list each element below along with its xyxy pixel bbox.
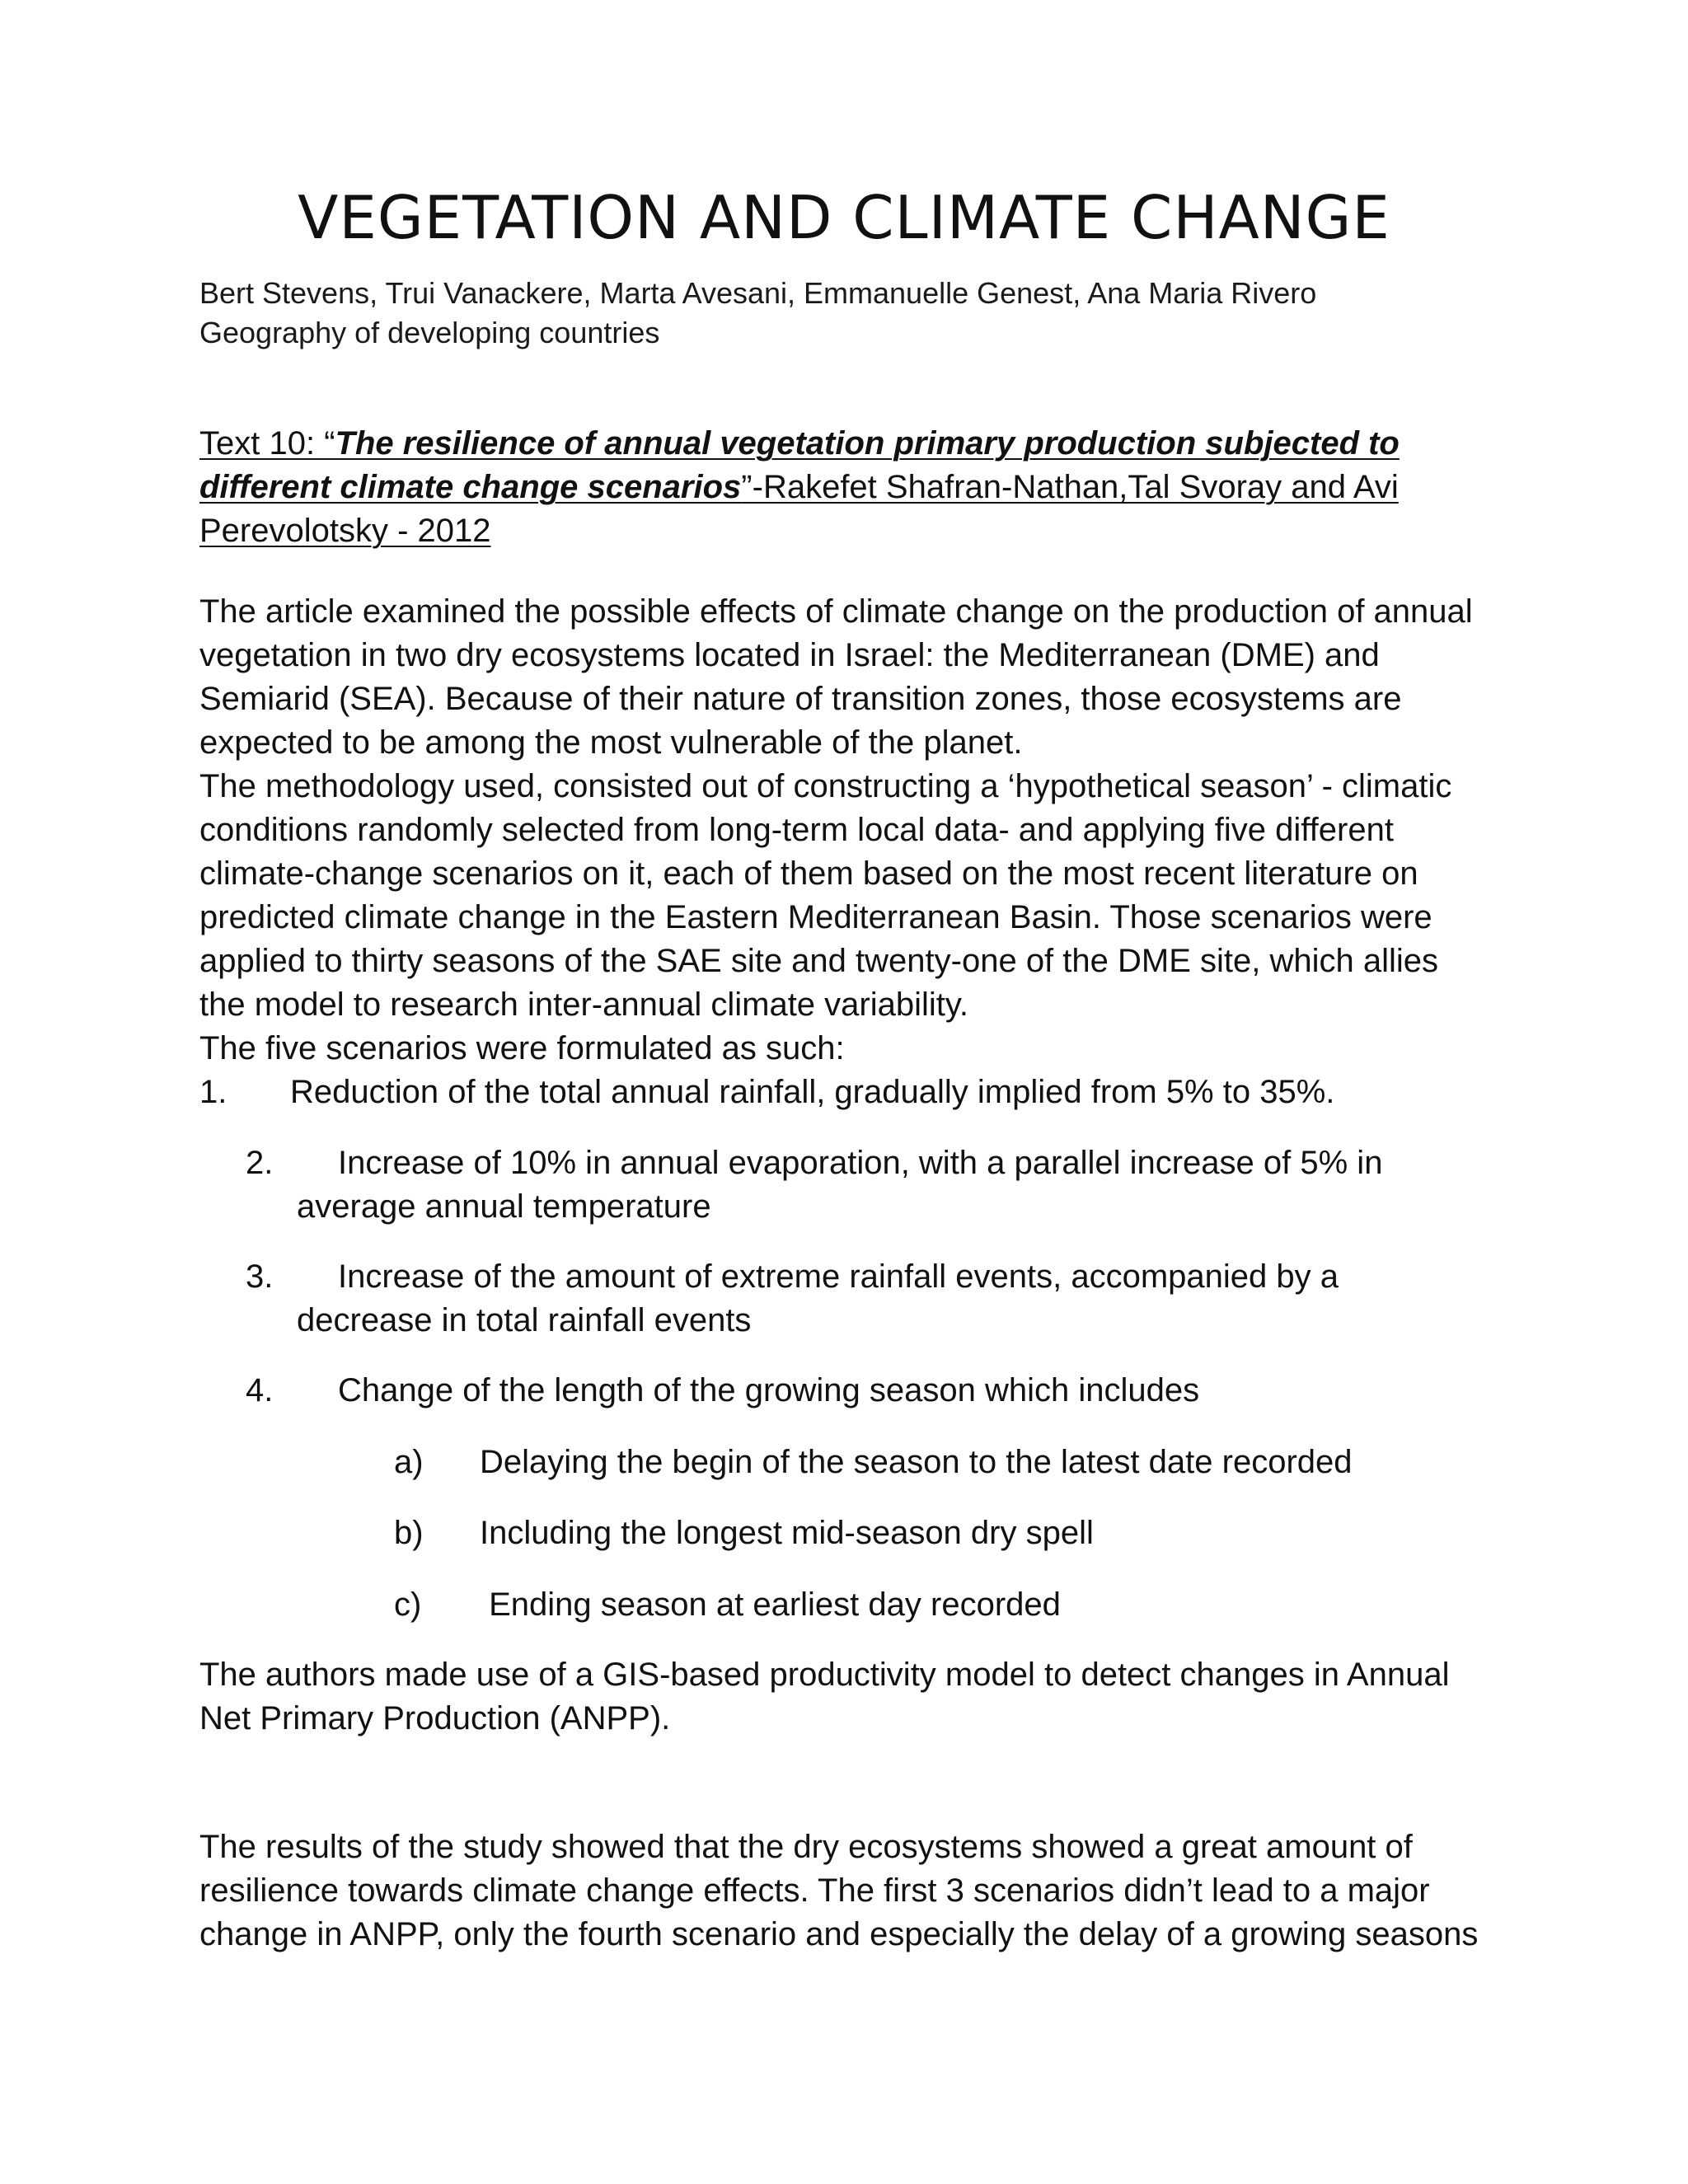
intro-line: predicted climate change in the Eastern Mediterranean Basin. Those scenarios were [199, 899, 1432, 935]
sub-item-text: Delaying the begin of the season to the latest date recorded [480, 1444, 1353, 1480]
intro-line: conditions randomly selected from long-term local data- and applying five different [199, 812, 1394, 848]
intro-paragraph [199, 590, 1502, 1071]
intro-line: The five scenarios were formulated as such: [199, 1030, 845, 1066]
course-line: Geography of developing countries [199, 316, 660, 349]
authors-line: Bert Stevens, Trui Vanackere, Marta Avesani, Emmanuelle Genest, Ana Maria Rivero [199, 276, 1317, 310]
intro-line: Semiarid (SEA). Because of their nature of transition zones, those ecosystems are [199, 681, 1402, 717]
reference-title-line1: The resilience of annual vegetation primary production subjected to [335, 425, 1400, 462]
model-paragraph [199, 1653, 1502, 1741]
model-line: Net Primary Production (ANPP). [199, 1700, 671, 1736]
scenario-text: Change of the length of the growing season which includes [338, 1372, 1200, 1408]
model-line: The authors made use of a GIS-based productivity model to detect changes in Annual [199, 1657, 1450, 1693]
intro-line: applied to thirty seasons of the SAE site and twenty-one of the DME site, which allies [199, 943, 1439, 979]
sub-item-letter: b) [394, 1515, 424, 1551]
scenario-text-continued: average annual temperature [297, 1188, 711, 1225]
reference-prefix: Text 10: “ [199, 425, 335, 462]
scenario-text: Increase of 10% in annual evaporation, with a parallel increase of 5% in [338, 1145, 1383, 1181]
scenario-number: 3. [246, 1258, 274, 1295]
intro-line: expected to be among the most vulnerable of the planet. [199, 724, 1023, 761]
intro-line: The methodology used, consisted out of constructing a ‘hypothetical season’ - climatic [199, 768, 1452, 804]
sub-item-text: Including the longest mid-season dry spell [480, 1515, 1094, 1551]
document-title: VEGETATION AND CLIMATE CHANGE [298, 183, 1390, 252]
sub-item-letter: a) [394, 1444, 424, 1480]
reference-authors: ”-Rakefet Shafran-Nathan,Tal Svoray and Avi [741, 469, 1399, 505]
sub-item-text: Ending season at earliest day recorded [480, 1586, 1061, 1623]
scenario-number: 2. [246, 1145, 274, 1181]
intro-line: The article examined the possible effects of climate change on the production of annual [199, 593, 1473, 630]
reference-title-line2: different climate change scenarios [199, 469, 742, 505]
results-line: The results of the study showed that the dry ecosystems showed a great amount of [199, 1829, 1413, 1865]
text-reference [199, 422, 1502, 553]
scenario-text-continued: decrease in total rainfall events [297, 1302, 752, 1338]
results-paragraph [199, 1825, 1502, 1957]
scenario-text: Increase of the amount of extreme rainfall events, accompanied by a [338, 1258, 1339, 1295]
intro-line: the model to research inter-annual climate variability. [199, 987, 969, 1023]
sub-item-letter: c) [394, 1586, 422, 1623]
results-line: resilience towards climate change effects. The first 3 scenarios didn’t lead to a major [199, 1872, 1430, 1909]
scenario-number: 4. [246, 1372, 274, 1408]
scenario-number: 1. [199, 1074, 227, 1110]
results-line: change in ANPP, only the fourth scenario and especially the delay of a growing seasons [199, 1916, 1479, 1952]
intro-line: vegetation in two dry ecosystems located in Israel: the Mediterranean (DME) and [199, 637, 1380, 673]
reference-year-line: Perevolotsky - 2012 [199, 513, 491, 549]
intro-line: climate-change scenarios on it, each of them based on the most recent literature on [199, 855, 1418, 892]
scenario-text: Reduction of the total annual rainfall, gradually implied from 5% to 35%. [290, 1074, 1335, 1110]
